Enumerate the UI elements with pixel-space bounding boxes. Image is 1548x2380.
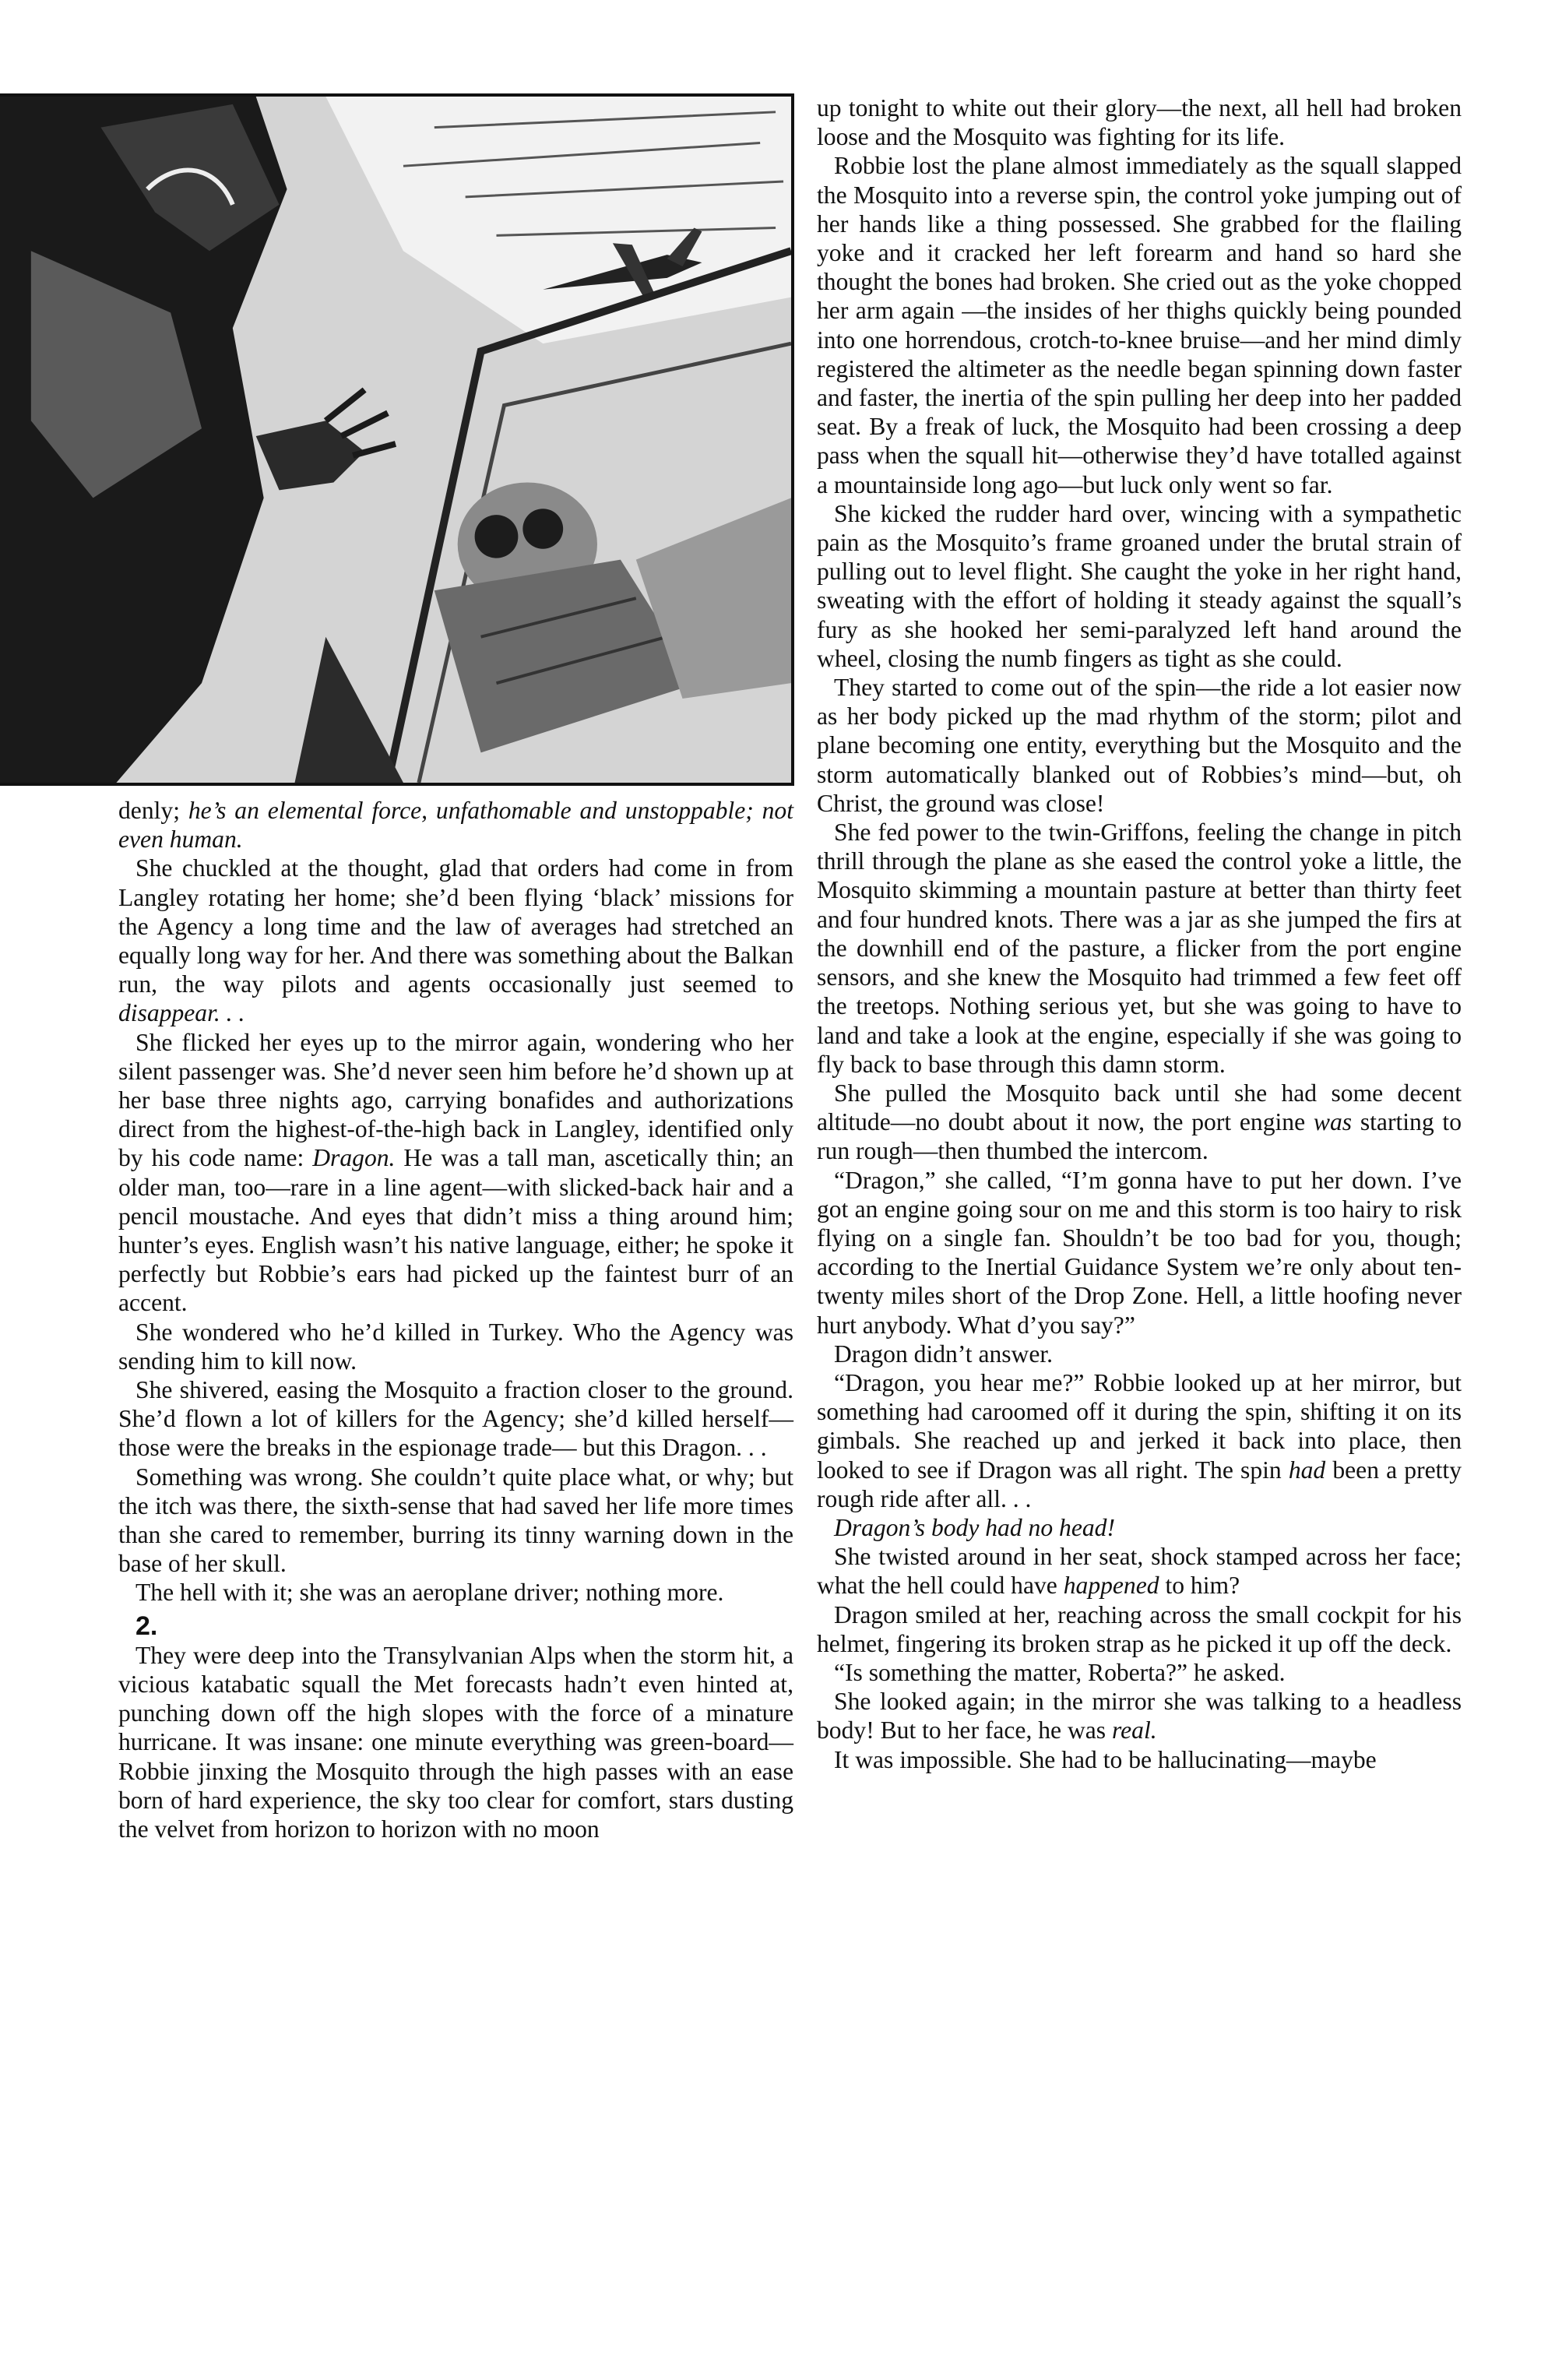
paragraph: She flicked her eyes up to the mirror again, wondering who her silent passenger was. She’d never seen him before he’d shown up at her base three nights ago, carrying bonafides and authorizations direct from the highest-of-the-high back in Langley, identified only by his code name: Dragon. He was a tall man, ascetically thin; an older man, too—rare in a line agent—with slicked-back hair and a pencil moustache. And eyes that didn’t miss a thing around him; hunter’s eyes. English wasn’t his native language, either; he spoke it perfectly but Robbie’s ears had picked up the faintest burr of an accent.: [118, 1028, 793, 1317]
paragraph: denly; he’s an elemental force, unfathomable and unstoppable; not even human.: [118, 797, 793, 854]
paragraph: Robbie lost the plane almost immediately as the squall slapped the Mosquito into a reverse spin, the control yoke jumping out of her hands like a thing possessed. She grabbed for the flailing yoke and it cracked her left forearm and hand so hard she thought the bones had broken. She cried out as the yoke chopped her arm again —the insides of her thighs quickly being pounded into one horrendous, crotch-to-knee bruise—and her mind dimly registered the altimeter as the needle began spinning down faster and faster, the inertia of the spin pulling her deep into her padded seat. By a freak of luck, the Mosquito had been crossing a deep pass when the squall hit—otherwise they’d have totalled against a mountainside long ago—but luck only went so far.: [817, 152, 1462, 498]
paragraph: She looked again; in the mirror she was talking to a headless body! But to her face, he was real.: [817, 1688, 1462, 1745]
illustration-art: [0, 97, 791, 783]
paragraph: “Dragon, you hear me?” Robbie looked up at her mirror, but something had caroomed off it during the spin, shifting it on its gimbals. She reached up and jerked it back into place, then looked to see if Dragon was all right. The spin had been a pretty rough ride after all. . .: [817, 1368, 1462, 1512]
paragraph: She twisted around in her seat, shock stamped across her face; what the hell could have happened to him?: [817, 1543, 1462, 1600]
paragraph: up tonight to white out their glory—the next, all hell had broken loose and the Mosquito was fighting for its life.: [817, 94, 1462, 151]
paragraph: She shivered, easing the Mosquito a fraction closer to the ground. She’d flown a lot of killers for the Agency; she’d killed herself—those were the breaks in the espionage trade— but this Dragon. . .: [118, 1376, 793, 1462]
section-heading: 2.: [135, 1611, 158, 1641]
right-text-column: [817, 93, 1462, 1774]
illustration: [0, 93, 794, 786]
paragraph: She wondered who he’d killed in Turkey. Who the Agency was sending him to kill now.: [118, 1318, 793, 1375]
paragraph: Dragon’s body had no head!: [834, 1513, 1115, 1541]
paragraph: The hell with it; she was an aeroplane driver; nothing more.: [135, 1579, 724, 1607]
paragraph: She pulled the Mosquito back until she had some decent altitude—no doubt about it now, the port engine was starting to run rough—then thumbed the intercom.: [817, 1079, 1462, 1165]
paragraph: Something was wrong. She couldn’t quite place what, or why; but the itch was there, the sixth-sense that had saved her life more times than she cared to remember, burring its tinny warning down in the base of her skull.: [118, 1463, 793, 1578]
paragraph: They started to come out of the spin—the ride a lot easier now as her body picked up the mad rhythm of the storm; pilot and plane becoming one entity, everything but the Mosquito and the storm automatically blanked out of Robbies’s mind—but, oh Christ, the ground was close!: [817, 674, 1462, 817]
paragraph: “Is something the matter, Roberta?” he asked.: [834, 1658, 1286, 1686]
paragraph: Dragon didn’t answer.: [834, 1340, 1054, 1368]
paragraph: She kicked the rudder hard over, wincing with a sympathetic pain as the Mosquito’s frame groaned under the brutal strain of pulling out to level flight. She caught the yoke in her right hand, sweating with the effort of holding it steady against the squall’s fury as she hooked her semi-paralyzed left hand around the wheel, closing the numb fingers as tight as she could.: [817, 499, 1462, 672]
paragraph: She fed power to the twin-Griffons, feeling the change in pitch thrill through the plane as she eased the control yoke a little, the Mosquito skimming a mountain pasture at better than thirty feet and four hundred knots. There was a jar as she jumped the firs at the downhill end of the pasture, a flicker from the port engine sensors, and she knew the Mosquito had trimmed a few feet off the treetops. Nothing serious yet, but she was going to have to land and take a look at the engine, especially if she was going to fly back to base through this damn storm.: [817, 819, 1462, 1078]
paragraph: Dragon smiled at her, reaching across the small cockpit for his helmet, fingering its broken strap as he picked it up off the deck.: [817, 1600, 1462, 1657]
paragraph: It was impossible. She had to be hallucinating—maybe: [834, 1745, 1377, 1773]
paragraph: They were deep into the Transylvanian Alps when the storm hit, a vicious katabatic squall the Met forecasts hadn’t even hinted at, punching down off the high slopes with the force of a minature hurricane. It was insane: one minute everything was green-board—Robbie jinxing the Mosquito through the high passes with an ease born of hard experience, the sky too clear for comfort, stars dusting the velvet from horizon to horizon with no moon: [118, 1641, 793, 1843]
left-text-column: [118, 796, 793, 1843]
paragraph: “Dragon,” she called, “I’m gonna have to put her down. I’ve got an engine going sour on me and this storm is too hairy to risk flying on a single fan. Shouldn’t be too bad for you, though; according to the Inertial Guidance System we’re only about ten-twenty miles short of the Drop Zone. Hell, a little hoofing never hurt anybody. What d’you say?”: [817, 1166, 1462, 1339]
paragraph: She chuckled at the thought, glad that orders had come in from Langley rotating her home; she’d been flying ‘black’ missions for the Agency a long time and the law of averages had stretched an equally long way for her. And there was something about the Balkan run, the way pilots and agents occasionally just seemed to disappear. . .: [118, 854, 793, 1027]
